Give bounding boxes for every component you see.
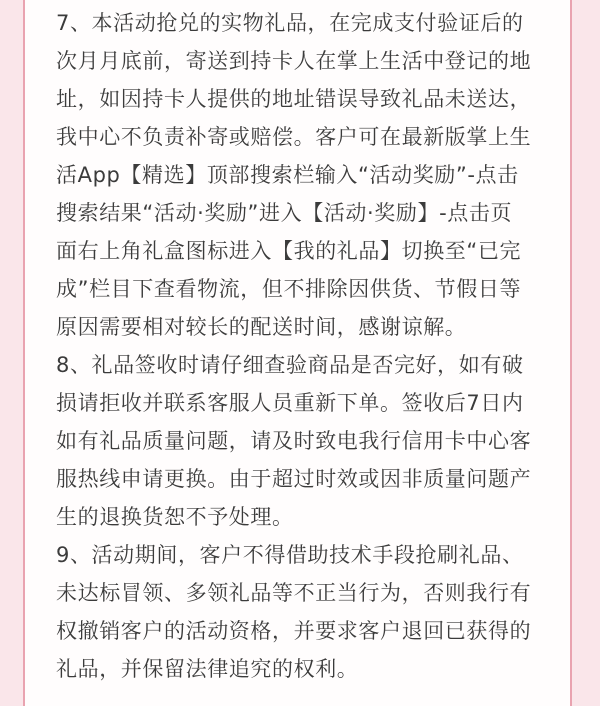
- term-line: 成”栏目下查看物流，但不排除因供货、节假日等: [56, 277, 522, 301]
- term-line: 活App【精选】顶部搜索栏输入“活动奖励”-点击: [56, 163, 519, 187]
- term-line: 生的退换货恕不予处理。: [56, 505, 294, 529]
- term-line: 我中心不负责补寄或赔偿。客户可在最新版掌上生: [56, 125, 532, 149]
- term-line: 搜索结果“活动·奖励”进入【活动·奖励】-点击页: [56, 201, 513, 225]
- term-item-7: [56, 0, 562, 346]
- term-line: 如有礼品质量问题，请及时致电我行信用卡中心客: [56, 429, 532, 453]
- term-line: 未达标冒领、多领礼品等不正当行为，否则我行有: [56, 581, 532, 605]
- term-line: 权撤销客户的活动资格，并要求客户退回已获得的: [56, 619, 532, 643]
- term-line: 损请拒收并联系客服人员重新下单。签收后7日内: [56, 391, 524, 415]
- terms-content: [56, 0, 562, 688]
- term-line: 面右上角礼盒图标进入【我的礼品】切换至“已完: [56, 239, 522, 263]
- term-item-9: [56, 536, 562, 688]
- term-line: 礼品，并保留法律追究的权利。: [56, 657, 359, 681]
- term-line: 8、礼品签收时请仔细查验商品是否完好，如有破: [56, 353, 524, 377]
- term-line: 原因需要相对较长的配送时间，感谢谅解。: [56, 315, 467, 339]
- term-line: 服热线申请更换。由于超过时效或因非质量问题产: [56, 467, 532, 491]
- term-line: 7、本活动抢兑的实物礼品，在完成支付验证后的: [56, 11, 524, 35]
- term-line: 9、活动期间，客户不得借助技术手段抢刷礼品、: [56, 543, 524, 567]
- term-line: 次月月底前，寄送到持卡人在掌上生活中登记的地: [56, 49, 532, 73]
- term-item-8: [56, 346, 562, 536]
- term-line: 址，如因持卡人提供的地址错误导致礼品未送达，: [56, 87, 532, 111]
